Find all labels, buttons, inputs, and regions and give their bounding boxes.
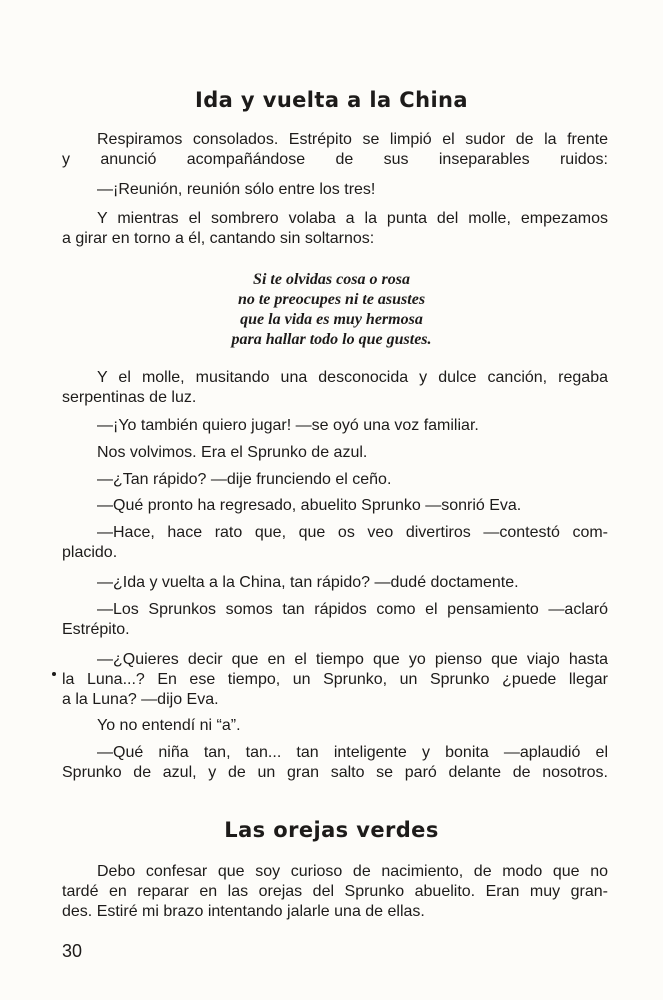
paragraph-line: Sprunko de azul, y de un gran salto se paró delante de nosotros. xyxy=(62,764,608,781)
print-speck xyxy=(52,672,56,676)
paragraph-line: —¿Tan rápido? —dije frunciendo el ceño. xyxy=(97,471,392,488)
paragraph-line: Yo no entendí ni “a”. xyxy=(97,717,241,734)
paragraph-line: Nos volvimos. Era el Sprunko de azul. xyxy=(97,444,368,461)
paragraph-line: Y el molle, musitando una desconocida y dulce canción, regaba xyxy=(97,369,608,386)
section-title: Las orejas verdes xyxy=(224,818,439,842)
paragraph-line: placido. xyxy=(62,544,118,561)
paragraph-line: —Qué pronto ha regresado, abuelito Sprunko —sonrió Eva. xyxy=(97,497,522,514)
paragraph-line: —¿Quieres decir que en el tiempo que yo pienso que viajo hasta xyxy=(97,651,608,668)
verse-line: que la vida es muy hermosa xyxy=(240,311,423,328)
paragraph-line: la Luna...? En ese tiempo, un Sprunko, un Sprunko ¿puede llegar xyxy=(62,671,608,688)
paragraph-line: —¿Ida y vuelta a la China, tan rápido? —dudé doctamente. xyxy=(97,574,519,591)
paragraph-line: a la Luna? —dijo Eva. xyxy=(62,691,219,708)
paragraph-line: des. Estiré mi brazo intentando jalarle una de ellas. xyxy=(62,903,425,920)
paragraph-line: Respiramos consolados. Estrépito se limpió el sudor de la frente xyxy=(97,131,608,148)
paragraph-line: y anunció acompañándose de sus inseparables ruidos: xyxy=(62,151,608,168)
paragraph-line: —Hace, hace rato que, que os veo divertiros —contestó com- xyxy=(97,524,608,541)
paragraph-line: —¡Yo también quiero jugar! —se oyó una voz familiar. xyxy=(97,417,479,434)
paragraph-line: —Qué niña tan, tan... tan inteligente y bonita —aplaudió el xyxy=(97,744,608,761)
verse-line: no te preocupes ni te asustes xyxy=(237,291,426,308)
chapter-title: Ida y vuelta a la China xyxy=(195,88,468,112)
page-number: 30 xyxy=(62,941,83,961)
verse-line: para hallar todo lo que gustes. xyxy=(231,331,432,348)
paragraph-line: tardé en reparar en las orejas del Sprunko abuelito. Eran muy gran- xyxy=(62,883,608,900)
verse-line: Si te olvidas cosa o rosa xyxy=(253,271,410,288)
paragraph-line: Estrépito. xyxy=(62,621,130,638)
paragraph-line: —¡Reunión, reunión sólo entre los tres! xyxy=(97,181,376,198)
paragraph-line: a girar en torno a él, cantando sin soltarnos: xyxy=(62,230,375,247)
paragraph-line: Y mientras el sombrero volaba a la punta del molle, empezamos xyxy=(97,210,608,227)
paragraph-line: Debo confesar que soy curioso de nacimiento, de modo que no xyxy=(97,863,608,880)
paragraph-line: —Los Sprunkos somos tan rápidos como el pensamiento —aclaró xyxy=(97,601,608,618)
paragraph-line: serpentinas de luz. xyxy=(62,389,197,406)
